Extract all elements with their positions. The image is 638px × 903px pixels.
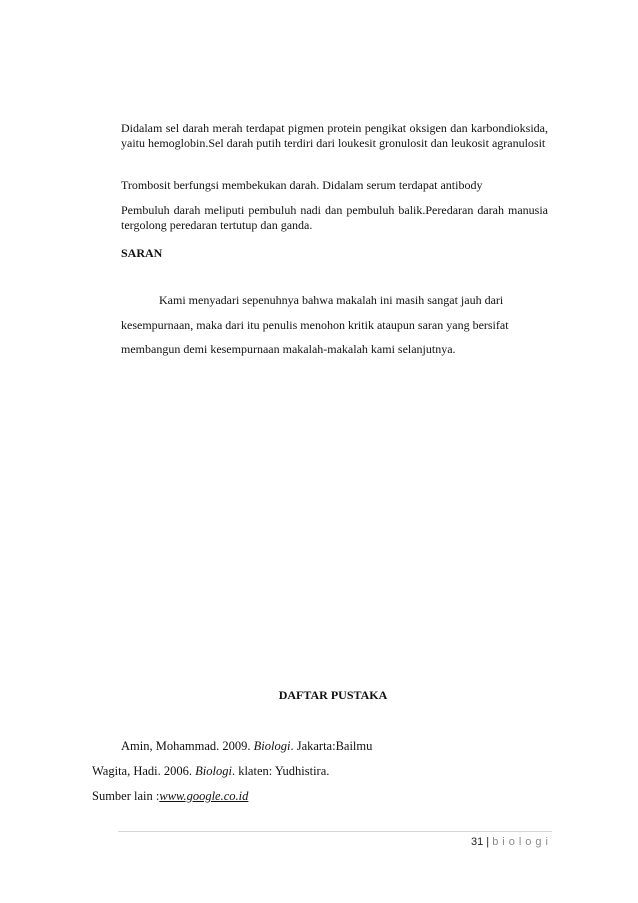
paragraph-trombosit: Trombosit berfungsi membekukan darah. Didalam serum terdapat antibody: [121, 178, 483, 192]
reference-3: [92, 789, 248, 804]
page-footer: [471, 836, 552, 848]
footer-divider: [118, 831, 552, 832]
reference-3-link[interactable]: www.google.co.id: [159, 789, 249, 803]
footer-section-title: biologi: [492, 836, 552, 848]
reference-1-title: Biologi: [253, 739, 291, 753]
paragraph-pembuluh-darah: Pembuluh darah meliputi pembuluh nadi dan pembuluh balik.Peredaran darah manusia tergolong peredaran tertutup dan ganda.: [121, 203, 548, 232]
page-number: 31: [470, 836, 484, 848]
reference-1: [121, 739, 372, 754]
saran-line-2: kesempurnaan, maka dari itu penulis menohon kritik ataupun saran yang bersifat: [121, 318, 509, 332]
daftar-pustaka-heading: DAFTAR PUSTAKA: [278, 688, 388, 702]
reference-1-author: Amin, Mohammad. 2009.: [121, 739, 254, 753]
reference-1-publisher: . Jakarta:Bailmu: [290, 739, 373, 753]
paragraph-sel-darah: Didalam sel darah merah terdapat pigmen protein pengikat oksigen dan karbondioksida, yaitu hemoglobin.Sel darah putih terdiri dari loukesit gronulosit dan leukosit agranulosit: [121, 121, 548, 150]
saran-line-3: membangun demi kesempurnaan makalah-makalah kami selanjutnya.: [121, 342, 456, 356]
reference-3-label: Sumber lain :: [92, 789, 160, 803]
reference-2-title: Biologi: [195, 764, 232, 778]
reference-2-publisher: . klaten: Yudhistira.: [231, 764, 330, 778]
saran-line-1: Kami menyadari sepenuhnya bahwa makalah ini masih sangat jauh dari: [159, 293, 504, 307]
footer-separator: |: [486, 836, 490, 848]
saran-heading: SARAN: [121, 246, 163, 260]
reference-2: [92, 764, 329, 779]
reference-2-author: Wagita, Hadi. 2006.: [92, 764, 196, 778]
